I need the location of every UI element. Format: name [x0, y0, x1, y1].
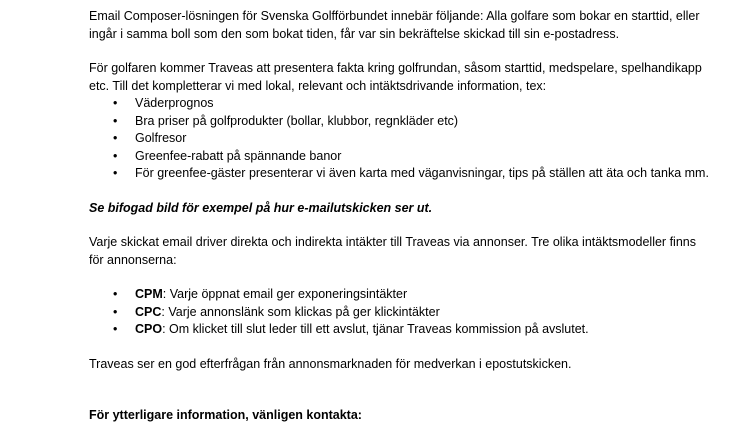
list-item: • Väderprognos — [89, 95, 709, 113]
model-term: CPO — [135, 322, 163, 336]
list-item: • Greenfee-rabatt på spännande banor — [89, 148, 709, 166]
list-item: • Bra priser på golfprodukter (bollar, klubbor, regnkläder etc) — [89, 113, 709, 131]
revenue-model-item — [89, 321, 709, 339]
demand-paragraph: Traveas ser en god efterfrågan från annonsmarknaden för medverkan i epostutskicken. — [89, 356, 572, 371]
bullet-icon: • — [113, 148, 118, 163]
model-description: : Varje öppnat email ger exponeringsintäkter — [162, 287, 408, 301]
model-description: : Om klicket till slut leder till ett avslut, tjänar Traveas kommission på avslutet. — [162, 322, 589, 336]
model-term: CPC — [135, 304, 162, 319]
model-term: CPM — [135, 287, 163, 301]
revenue-model-item — [89, 304, 709, 322]
bullet-icon: • — [113, 96, 118, 110]
bullet-icon: • — [113, 322, 118, 336]
golfer-paragraph: För golfaren kommer Traveas att presentera fakta kring golfrundan, såsom starttid, medspelare, spelhandikapp etc. Till det kompletterar vi med lokal, relevant och intäktsdrivande information, tex: — [89, 61, 702, 93]
bullet-icon: • — [113, 113, 118, 128]
bullet-icon: • — [113, 131, 118, 145]
list-item: • För greenfee-gäster presenterar vi även karta med väganvisningar, tips på ställen att äta och tanka mm. — [89, 165, 709, 183]
revenue-models-list — [89, 286, 709, 339]
bullet-icon: • — [113, 287, 118, 301]
model-description: : Varje annonslänk som klickas på ger klickintäkter — [161, 304, 440, 319]
document-body — [89, 8, 709, 425]
list-item: • Golfresor — [89, 130, 709, 148]
contact-heading: För ytterligare information, vänligen kontakta: — [89, 408, 362, 422]
example-note: Se bifogad bild för exempel på hur e-mailutskicken ser ut. — [89, 200, 433, 215]
info-list — [89, 95, 709, 183]
revenue-model-item — [89, 286, 709, 304]
revenue-paragraph: Varje skickat email driver direkta och indirekta intäkter till Traveas via annonser. Tre olika intäktsmodeller finns för annonserna: — [89, 235, 696, 267]
bullet-icon: • — [113, 304, 118, 319]
intro-paragraph: Email Composer-lösningen för Svenska Golfförbundet innebär följande: Alla golfare som bokar en starttid, eller ingår i samma boll som den som bokat tiden, får var sin bekräftelse skickad till sin e-postadress. — [89, 9, 700, 41]
bullet-icon: • — [113, 166, 118, 180]
